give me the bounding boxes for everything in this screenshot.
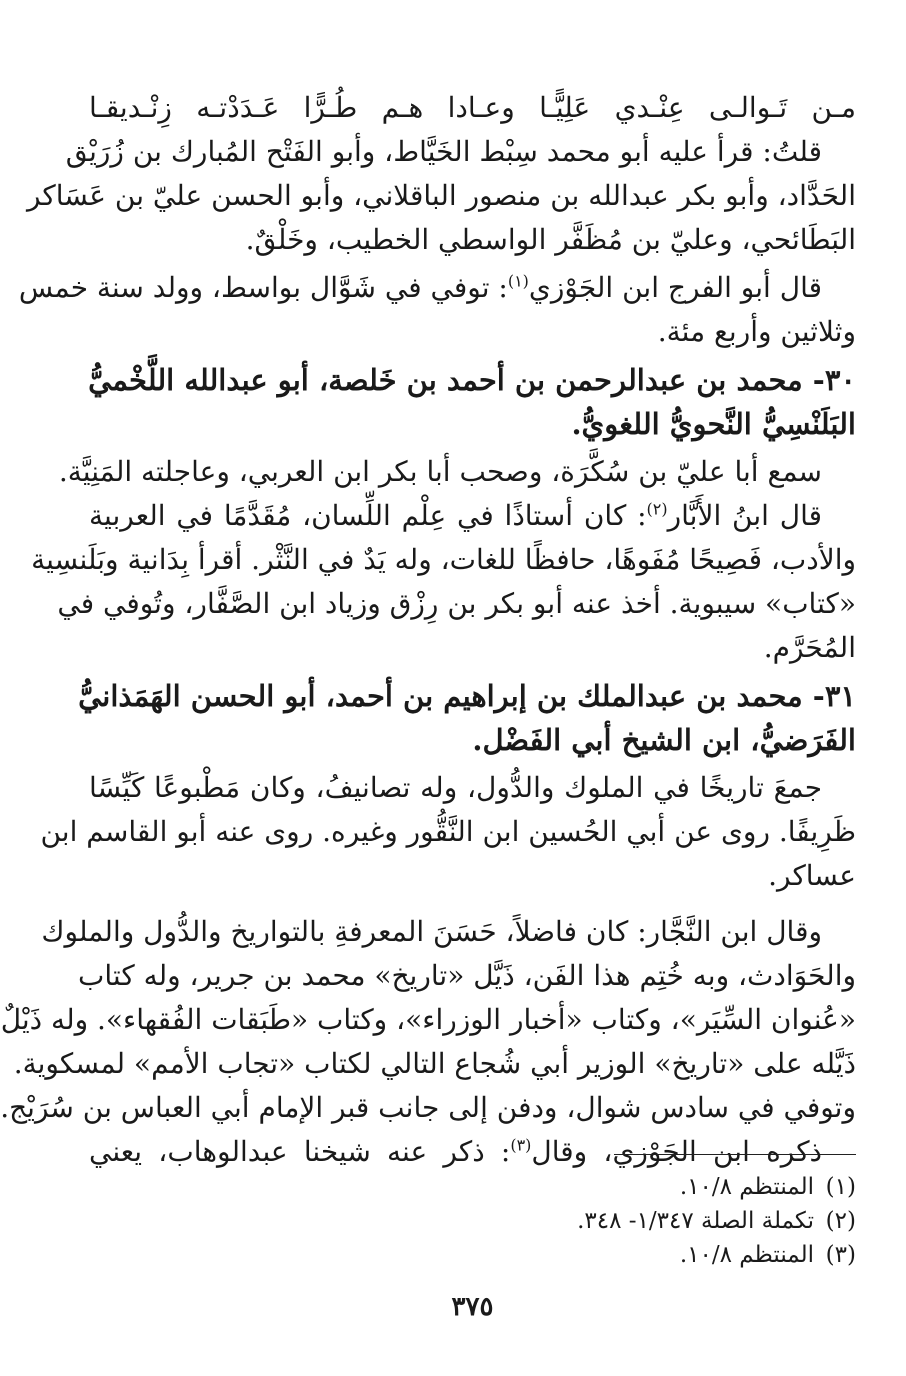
footnote-ref[interactable]: (١)	[507, 271, 529, 291]
text-line: قال ابنُ الأَبَّار$^{(٢)}$: كان أستاذًا في عِلْم اللِّسان، مُقَدَّمًا في العربية	[89, 499, 823, 532]
entry-heading-30-cont: البَلَنْسِيُّ النَّحويُّ اللغويُّ.	[571, 407, 856, 441]
text-line: قال أبو الفرج ابن الجَوْزي$^{(١)}$: توفي في شَوَّال بواسط، وولد سنة خمس	[18, 271, 822, 304]
text-line: سمع أبا عليّ بن سُكَّرَة، وصحب أبا بكر ابن العربي، وعاجلته المَنِيَّة.	[58, 455, 822, 488]
text-line: وقال ابن النَّجَّار: كان فاضلاً، حَسَنَ المعرفةِ بالتواريخ والدُّول والملوك	[41, 915, 822, 948]
text-line: «عُنوان السِّيَر»، وكتاب «أخبار الوزراء»، وكتاب «طَبَقات الفُقهاء». وله ذَيْلٌ	[0, 1003, 856, 1036]
text-line: المُحَرَّم.	[763, 631, 856, 664]
text-line: البَطَائحي، وعليّ بن مُظَفَّر الواسطي الخطيب، وخَلْقٌ.	[245, 223, 856, 256]
text-line: عساكر.	[768, 859, 856, 892]
footnote-3: (٣)المنتظم ١٠/٨.	[679, 1242, 856, 1268]
text-line: ظَرِيفًا. روى عن أبي الحُسين ابن النَّقُّور وغيره. روى عنه أبو القاسم ابن	[40, 815, 856, 848]
text-line: والأدب، فَصِيحًا مُفَوهًا، حافظًا للغات، وله يَدٌ في النَّثْر. أقرأ بِدَانية وبَلَنسِية	[31, 543, 856, 576]
text-line: وتوفي في سادس شوال، ودفن إلى جانب قبر الإمام أبي العباس بن سُرَيْج.	[0, 1091, 856, 1124]
text-line: والحَوَادث، وبه خُتِم هذا الفَن، ذَيَّل «تاريخ» محمد بن جرير، وله كتاب	[78, 959, 856, 992]
main-text	[0, 86, 856, 1174]
footnote-2: (٢)تكملة الصلة ١/٣٤٧- ٣٤٨.	[577, 1208, 856, 1234]
entry-heading-31-cont: الفَرَضيُّ، ابن الشيخ أبي الفَضْل.	[472, 723, 856, 757]
text-line: ذَيَّله على «تاريخ» الوزير أبي شُجاع التالي لكتاب «تجاب الأمم» لمسكوية.	[13, 1047, 856, 1080]
text-line: وثلاثين وأربع مئة.	[657, 315, 856, 348]
entry-heading-31: ٣١- محمد بن عبدالملك بن إبراهيم بن أحمد، أبو الحسن الهَمَذانيُّ	[78, 679, 856, 713]
footnote-divider	[614, 1154, 856, 1155]
text-line: جمعَ تاريخًا في الملوك والدُّول، وله تصانيفُ، وكان مَطْبوعًا كَيِّسًا	[89, 771, 822, 804]
footnote-ref[interactable]: (٢)	[646, 499, 668, 519]
footnote-1: (١)المنتظم ١٠/٨.	[679, 1174, 856, 1200]
text-line: ذكره ابن الجَوْزي، وقال$^{(٣)}$: ذكر عنه شيخنا عبدالوهاب، يعني	[89, 1135, 822, 1168]
entry-heading-30: ٣٠- محمد بن عبدالرحمن بن أحمد بن خَلصة، أبو عبدالله اللَّخْميُّ	[88, 363, 856, 397]
page-number: ٣٧٥	[451, 1292, 494, 1322]
text-line: «كتاب» سيبوية. أخذ عنه أبو بكر بن رِزْق وزياد ابن الصَّفَّار، وتُوفي في	[57, 587, 856, 620]
footnote-ref[interactable]: (٣)	[510, 1135, 532, 1155]
footnotes	[89, 1170, 856, 1272]
poem-verse: مـن تَـوالـى عِنْـدي عَلِيًّـا وعـادا هـم طُـرًّا عَـدَدْتـه زِنْـديقـا	[89, 91, 856, 124]
text-line: قلتُ: قرأ عليه أبو محمد سِبْط الخَيَّاط، وأبو الفَتْح المُبارك بن زُرَيْق	[65, 135, 822, 168]
text-line: الحَدَّاد، وأبو بكر عبدالله بن منصور الباقلاني، وأبو الحسن عليّ بن عَسَاكر	[26, 179, 856, 212]
